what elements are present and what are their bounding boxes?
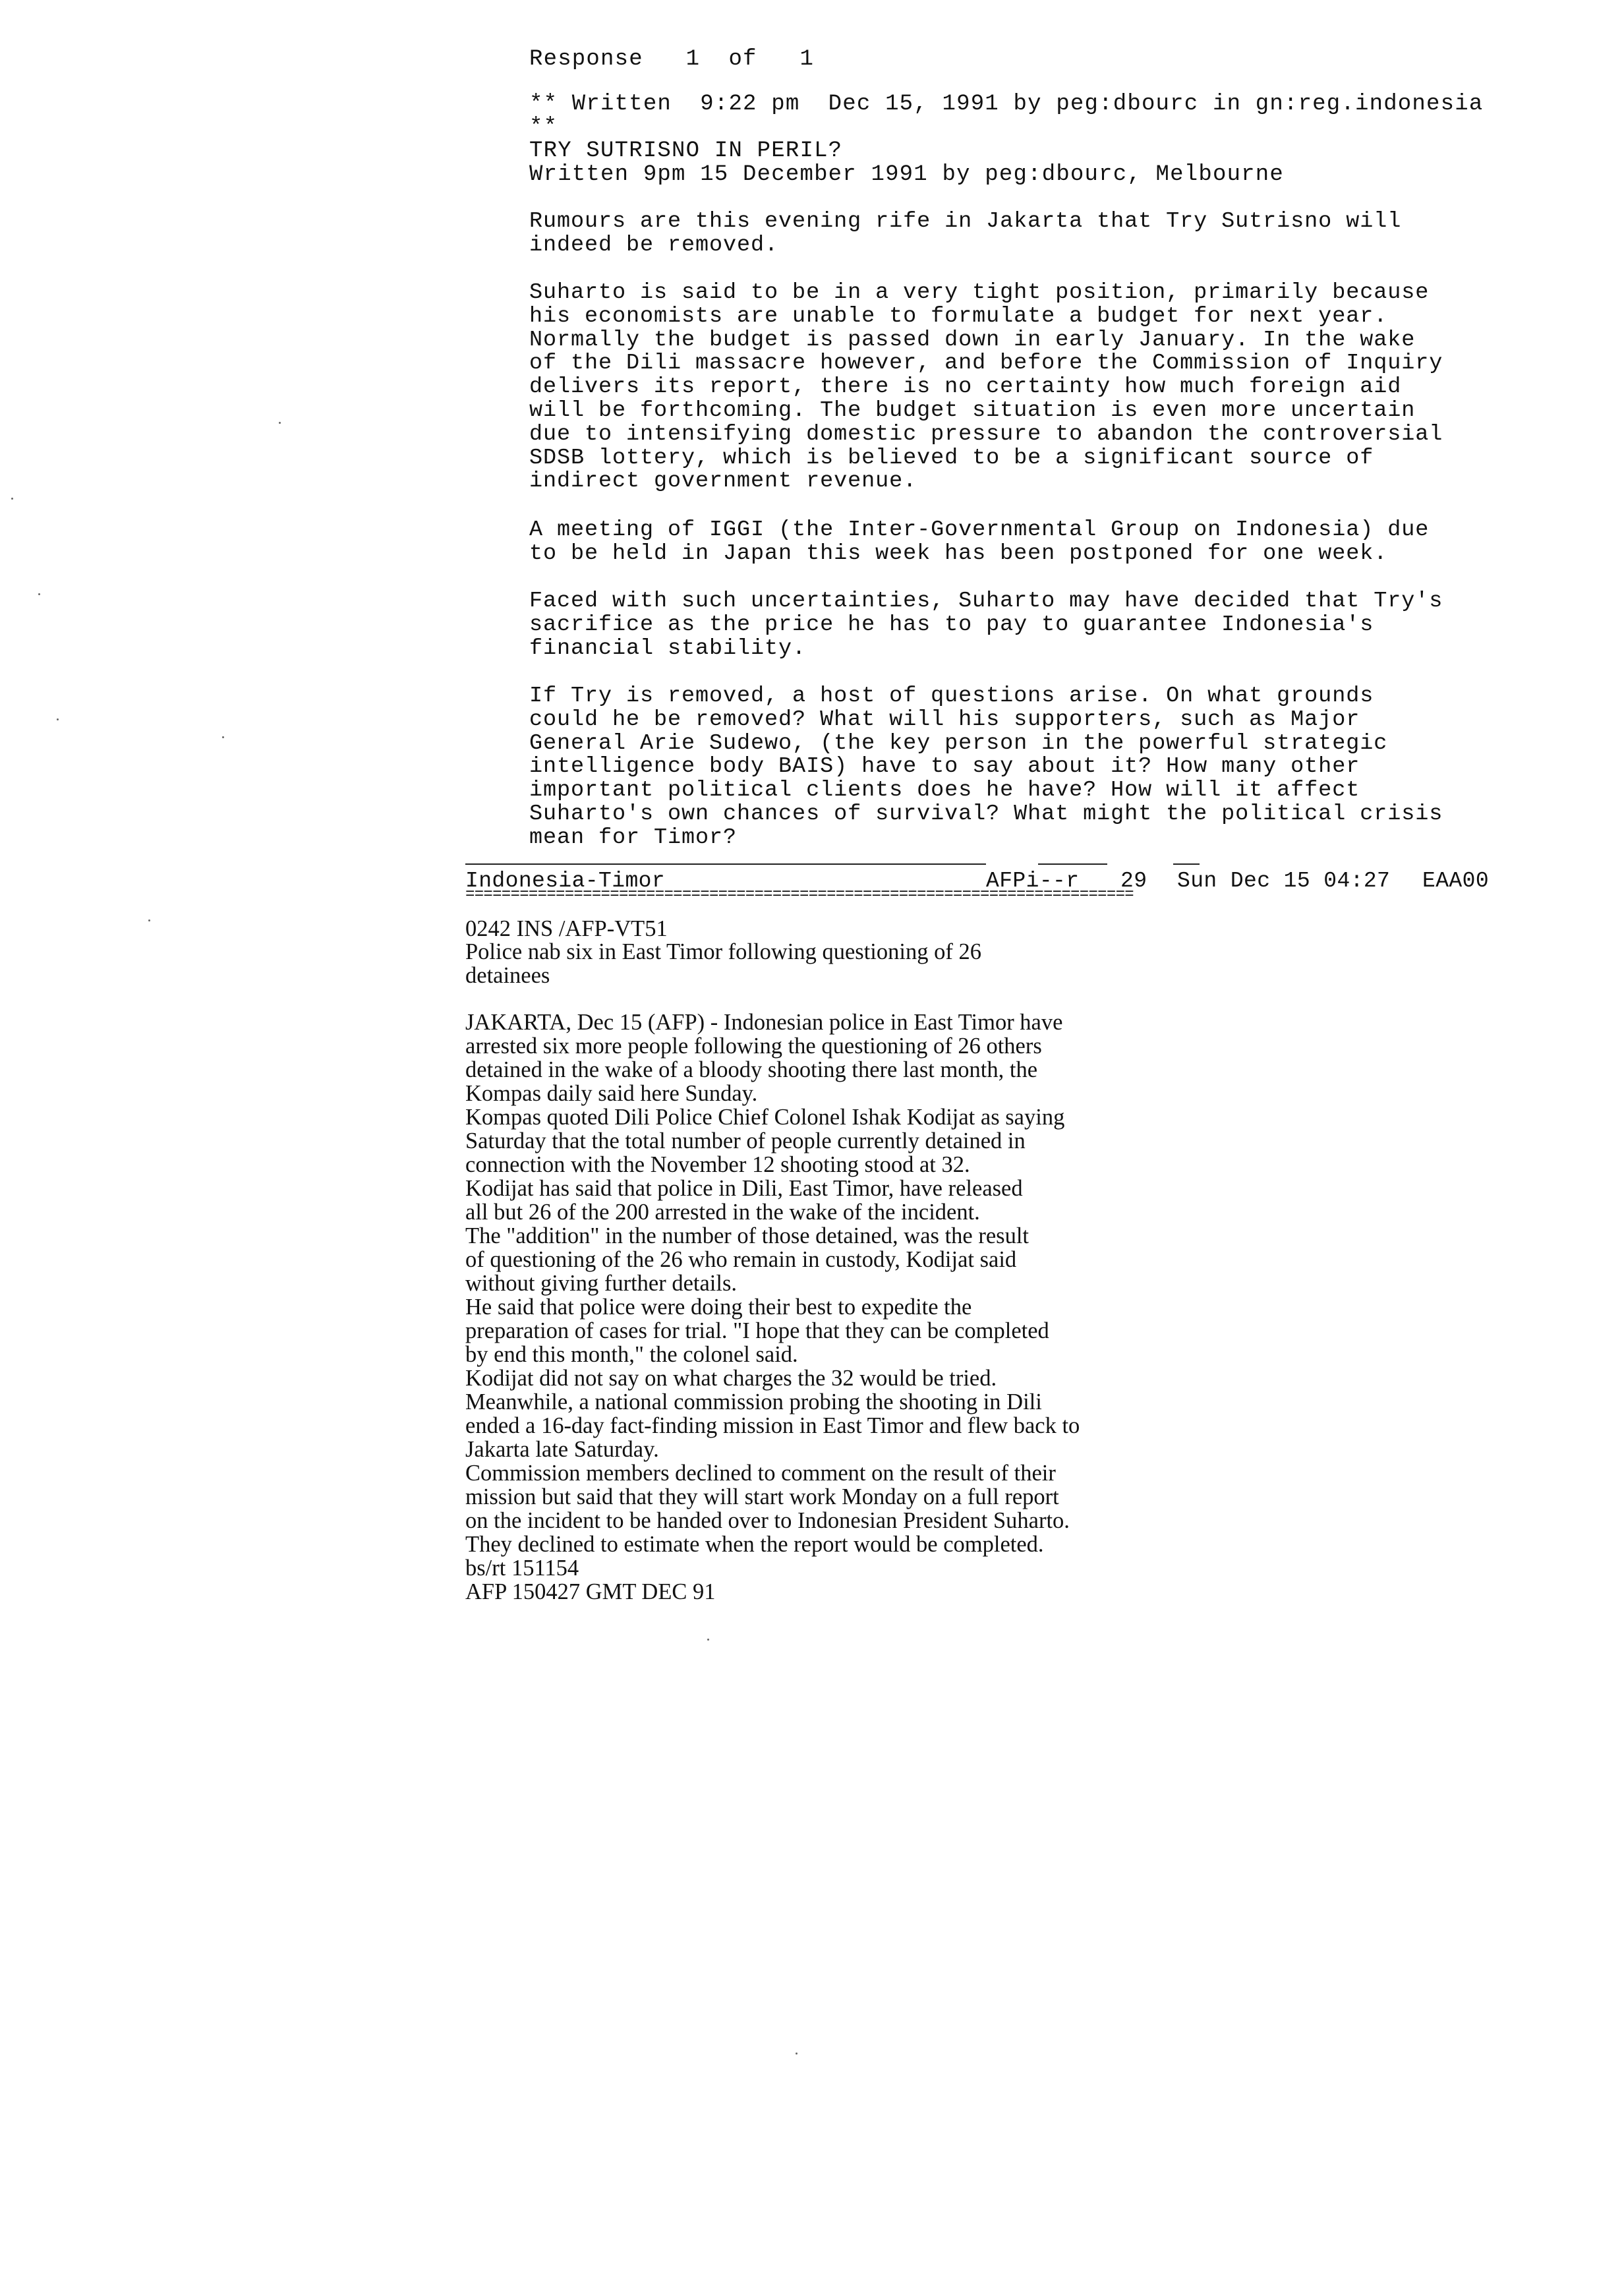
post-header-line: ** Written 9:22 pm Dec 15, 1991 by peg:dbourc in gn:reg.indonesia <box>529 92 1484 117</box>
wire-footer: AFP 150427 GMT DEC 91 <box>465 1579 716 1604</box>
article-paragraph: Suharto is said to be in a very tight position, primarily because his economists are unable to formulate a budget for next year. Normally the budget is passed down in early January. In the wake of the Dili massacre however, and before the Commission of Inquiry delivers its report, there is no certainty how much foreign aid will be forthcoming. The budget situation is even more uncertain due to intensifying domestic pressure to abandon the controversial SDSB lottery, which is believed to be a significant source of indirect government revenue. <box>529 280 1443 494</box>
scan-speck <box>57 718 59 720</box>
wire-datetime: Sun Dec 15 04:27 <box>1177 869 1391 893</box>
article-paragraph: If Try is removed, a host of questions arise. On what grounds could he be removed? What will his supporters, such as Major General Arie Sudewo, (the key person in the powerful strategic intelligence body BAIS) have to say about it? How many other important political clients does he have? How will it affect Suharto's own chances of survival? What might the political crisis mean for Timor? <box>529 684 1443 850</box>
slug-rule <box>1038 863 1107 865</box>
scan-speck <box>148 919 150 921</box>
post-header-continuation: ** <box>529 115 558 140</box>
article-paragraph: Rumours are this evening rife in Jakarta that Try Sutrisno will indeed be removed. <box>529 209 1402 258</box>
slug-rule <box>465 863 986 865</box>
slug-rule <box>1173 863 1200 865</box>
scan-speck <box>38 593 40 595</box>
scan-speck <box>279 422 281 424</box>
wire-number: 29 <box>1120 869 1147 893</box>
article-title: TRY SUTRISNO IN PERIL? <box>529 138 843 163</box>
wire-story-id: 0242 INS /AFP-VT51 <box>465 916 668 941</box>
wire-separator: ========================================================================== <box>465 887 1134 903</box>
scan-speck <box>222 736 224 738</box>
article-paragraph: A meeting of IGGI (the Inter-Governmental Group on Indonesia) due to be held in Japan this week has been postponed for one week. <box>529 517 1430 566</box>
article-byline: Written 9pm 15 December 1991 by peg:dbourc, Melbourne <box>529 162 1284 187</box>
scan-speck <box>707 1639 709 1641</box>
scan-speck <box>11 498 13 500</box>
wire-slug: Indonesia-Timor <box>465 869 666 893</box>
wire-headline: Police nab six in East Timor following questioning of 26 detainees <box>465 939 981 988</box>
wire-body: JAKARTA, Dec 15 (AFP) - Indonesian police in East Timor have arrested six more people following the questioning of 26 others detained in the wake of a bloody shooting there last month, the Kompas daily said here Sunday. Kompas quoted Dili Police Chief Colonel Ishak Kodijat as saying Saturday that the total number of people currently detained in connection with the November 12 shooting stood at 32. Kodijat has said that police in Dili, East Timor, have released all but 26 of the 200 arrested in the wake of the incident. The "addition" in the number of those detained, was the result of questioning of the 26 who remain in custody, Kodijat said without giving further details. He said that police were doing their best to expedite the preparation of cases for trial. "I hope that they can be completed by end this month," the colonel said. Kodijat did not say on what charges the 32 would be tried. Meanwhile, a national commission probing the shooting in Dili ended a 16-day fact-finding mission in East Timor and flew back to Jakarta late Saturday. Commission members declined to comment on the result of their mission but said that they will start work Monday on a full report on the incident to be handed over to Indonesian President Suharto. They declined to estimate when the report would be completed. bs/rt 151154 <box>465 1010 1080 1581</box>
wire-code: EAA00 <box>1422 869 1490 893</box>
response-header: Response 1 of 1 <box>529 47 815 72</box>
article-paragraph: Faced with such uncertainties, Suharto may have decided that Try's sacrifice as the price he has to pay to guarantee Indonesia's financial stability. <box>529 589 1443 661</box>
wire-source: AFPi--r <box>986 869 1080 893</box>
scan-speck <box>796 2053 798 2055</box>
